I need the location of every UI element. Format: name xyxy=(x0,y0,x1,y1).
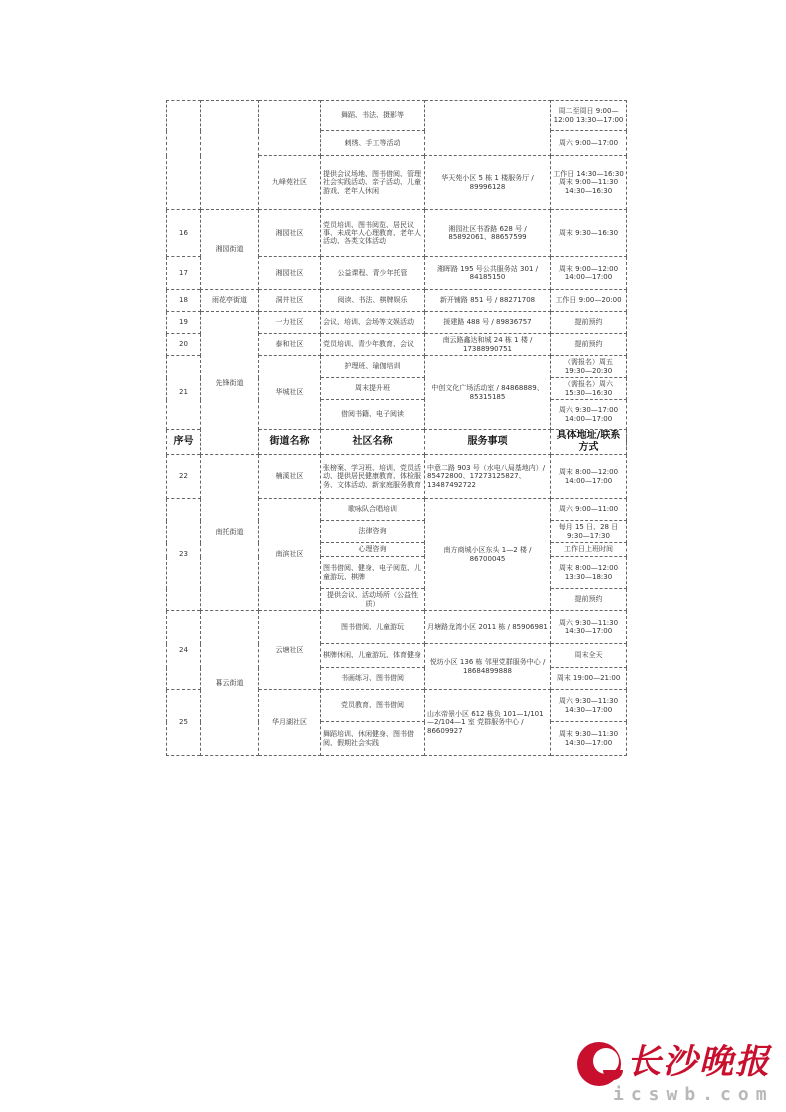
service-cell: 刺绣、手工等活动 xyxy=(321,131,425,156)
no-cell: 22 xyxy=(167,455,201,499)
address-cell: 援建路 488 号 / 89836757 xyxy=(425,312,551,334)
address-cell: 月塘路龙湾小区 2011 栋 / 85906981 xyxy=(425,611,551,644)
community-cell: 云塘社区 xyxy=(259,611,321,690)
community-cell: 洞井社区 xyxy=(259,290,321,312)
table-row xyxy=(167,455,627,499)
street-cell: 湘园街道 xyxy=(201,210,259,290)
community-service-table xyxy=(166,100,627,756)
community-cell: 南滨社区 xyxy=(259,499,321,611)
note-cell: 周二至周日 9:00—12:00 13:30—17:00 xyxy=(551,101,627,131)
service-cell: 护理班、瑜伽培训 xyxy=(321,356,425,378)
address-cell: 华天苑小区 5 栋 1 楼服务厅 / 89996128 xyxy=(425,156,551,210)
header-services: 服务事项 xyxy=(425,430,551,455)
service-cell: 公益课程、青少年托管 xyxy=(321,257,425,290)
address-cell: 中意二路 903 号（水电八局基地内）/ 85472800、17273125827、13487492722 xyxy=(425,455,551,499)
community-cell: 华城社区 xyxy=(259,356,321,430)
no-cell: 19 xyxy=(167,312,201,334)
table-row xyxy=(167,611,627,644)
note-cell: 提前预约 xyxy=(551,589,627,611)
address-cell: 悦坊小区 136 栋 邻里党群服务中心 / 18684899888 xyxy=(425,644,551,690)
service-cell: 党员教育、图书借阅 xyxy=(321,690,425,722)
street-cell: 南托街道 xyxy=(201,455,259,611)
address-cell: 山水帝景小区 612 栋负 101—1/101—2/104—1 室 党群服务中心 / 86609927 xyxy=(425,690,551,756)
note-cell: 周末 19:00—21:00 xyxy=(551,668,627,690)
service-cell: 法律咨询 xyxy=(321,521,425,543)
service-table-sheet xyxy=(166,100,626,756)
note-cell: （需报名）周六 15:30—16:30 xyxy=(551,378,627,400)
address-cell: 中创文化广场活动室 / 84868889、85315185 xyxy=(425,356,551,430)
no-cell: 18 xyxy=(167,290,201,312)
address-cell: 湘晖路 195 号公共服务站 301 / 84185150 xyxy=(425,257,551,290)
table-row xyxy=(167,312,627,334)
service-cell: 张榜案、学习班、培训、党员活动、提供居民健康教育、体检服务、文体活动、新家庭服务教育 xyxy=(321,455,425,499)
service-cell: 周末提升班 xyxy=(321,378,425,400)
street-cell: 雨花亭街道 xyxy=(201,290,259,312)
street-cell: 暮云街道 xyxy=(201,611,259,756)
newspaper-logo-icon xyxy=(577,1042,621,1086)
community-cell: 华月湖社区 xyxy=(259,690,321,756)
no-cell: 17 xyxy=(167,257,201,290)
service-cell: 歌咏队合唱培训 xyxy=(321,499,425,521)
note-cell: 工作日 9:00—20:00 xyxy=(551,290,627,312)
note-cell: 周末 9:00—12:00 14:00—17:00 xyxy=(551,257,627,290)
no-cell: 20 xyxy=(167,334,201,356)
note-cell: 工作日 14:30—16:30 周末 9:00—11:30 14:30—16:30 xyxy=(551,156,627,210)
header-no: 序号 xyxy=(167,430,201,455)
service-cell: 书画练习、图书借阅 xyxy=(321,668,425,690)
address-cell: 湘园社区书香路 628 号 / 85892061、88657599 xyxy=(425,210,551,257)
note-cell: 周六 9:00—11:00 xyxy=(551,499,627,521)
service-cell: 会议、培训、会场等文娱活动 xyxy=(321,312,425,334)
table-row xyxy=(167,210,627,257)
service-cell: 舞蹈、书法、摄影等 xyxy=(321,101,425,131)
logo-url: icswb.com xyxy=(613,1084,774,1105)
note-cell: 提前预约 xyxy=(551,312,627,334)
table-row xyxy=(167,290,627,312)
community-cell: 湘园社区 xyxy=(259,257,321,290)
service-cell: 棋牌休闲、儿童游玩、体育健身 xyxy=(321,644,425,668)
community-cell xyxy=(259,101,321,156)
note-cell: （需报名）周五 19:30—20:30 xyxy=(551,356,627,378)
note-cell: 周末 9:30—11:30 14:30—17:00 xyxy=(551,722,627,756)
note-cell: 周六 9:30—11:30 14:30—17:00 xyxy=(551,690,627,722)
street-cell: 先锋街道 xyxy=(201,312,259,455)
table-row xyxy=(167,101,627,131)
service-cell: 提供会议场地、图书借阅、管理社会实践活动、亲子活动、儿童游戏、老年人休闲 xyxy=(321,156,425,210)
address-cell: 新开铺路 851 号 / 88271708 xyxy=(425,290,551,312)
community-cell: 九峰苑社区 xyxy=(259,156,321,210)
service-cell: 党员培训、图书阅览、居民议事、未成年人心理教育、老年人活动、各类文体活动 xyxy=(321,210,425,257)
header-street: 街道名称 xyxy=(259,430,321,455)
note-cell: 周末 9:30—16:30 xyxy=(551,210,627,257)
no-cell xyxy=(167,101,201,210)
service-cell: 借阅书籍、电子阅读 xyxy=(321,400,425,430)
no-cell: 24 xyxy=(167,611,201,690)
header-community: 社区名称 xyxy=(321,430,425,455)
note-cell: 周六 9:30—17:00 14:00—17:00 xyxy=(551,400,627,430)
service-cell: 图书借阅、儿童游玩 xyxy=(321,611,425,644)
service-cell: 图书借阅、健身、电子阅览、儿童游玩、棋牌 xyxy=(321,557,425,589)
address-cell: 南方商城小区东头 1—2 楼 / 86700045 xyxy=(425,499,551,611)
note-cell: 提前预约 xyxy=(551,334,627,356)
note-cell: 周末全天 xyxy=(551,644,627,668)
no-cell: 25 xyxy=(167,690,201,756)
no-cell: 16 xyxy=(167,210,201,257)
service-cell: 舞蹈培训、休闲健身、图书借阅、假期社会实践 xyxy=(321,722,425,756)
newspaper-logo xyxy=(577,1040,777,1105)
header-address: 具体地址/联系方式 xyxy=(551,430,627,455)
service-cell: 心理咨询 xyxy=(321,543,425,557)
address-cell: 南云路鑫达和城 24 栋 1 楼 / 17388990751 xyxy=(425,334,551,356)
address-cell xyxy=(425,101,551,156)
note-cell: 周末 8:00—12:00 13:30—18:30 xyxy=(551,557,627,589)
no-cell: 23 xyxy=(167,499,201,611)
note-cell: 周末 8:00—12:00 14:00—17:00 xyxy=(551,455,627,499)
community-cell: 一力社区 xyxy=(259,312,321,334)
community-cell: 楠溪社区 xyxy=(259,455,321,499)
service-cell: 阅读、书法、棋牌娱乐 xyxy=(321,290,425,312)
note-cell: 周六 9:30—11:30 14:30—17:00 xyxy=(551,611,627,644)
note-cell: 每月 15 日、28 日 9:30—17:30 xyxy=(551,521,627,543)
note-cell: 周六 9:00—17:00 xyxy=(551,131,627,156)
community-cell: 泰和社区 xyxy=(259,334,321,356)
note-cell: 工作日上班时间 xyxy=(551,543,627,557)
community-cell: 湘园社区 xyxy=(259,210,321,257)
logo-name: 长沙晚报 xyxy=(627,1042,771,1082)
service-cell: 提供会议、活动场所（公益性质） xyxy=(321,589,425,611)
street-cell xyxy=(201,101,259,210)
service-cell: 党员培训、青少年教育、会议 xyxy=(321,334,425,356)
no-cell: 21 xyxy=(167,356,201,430)
